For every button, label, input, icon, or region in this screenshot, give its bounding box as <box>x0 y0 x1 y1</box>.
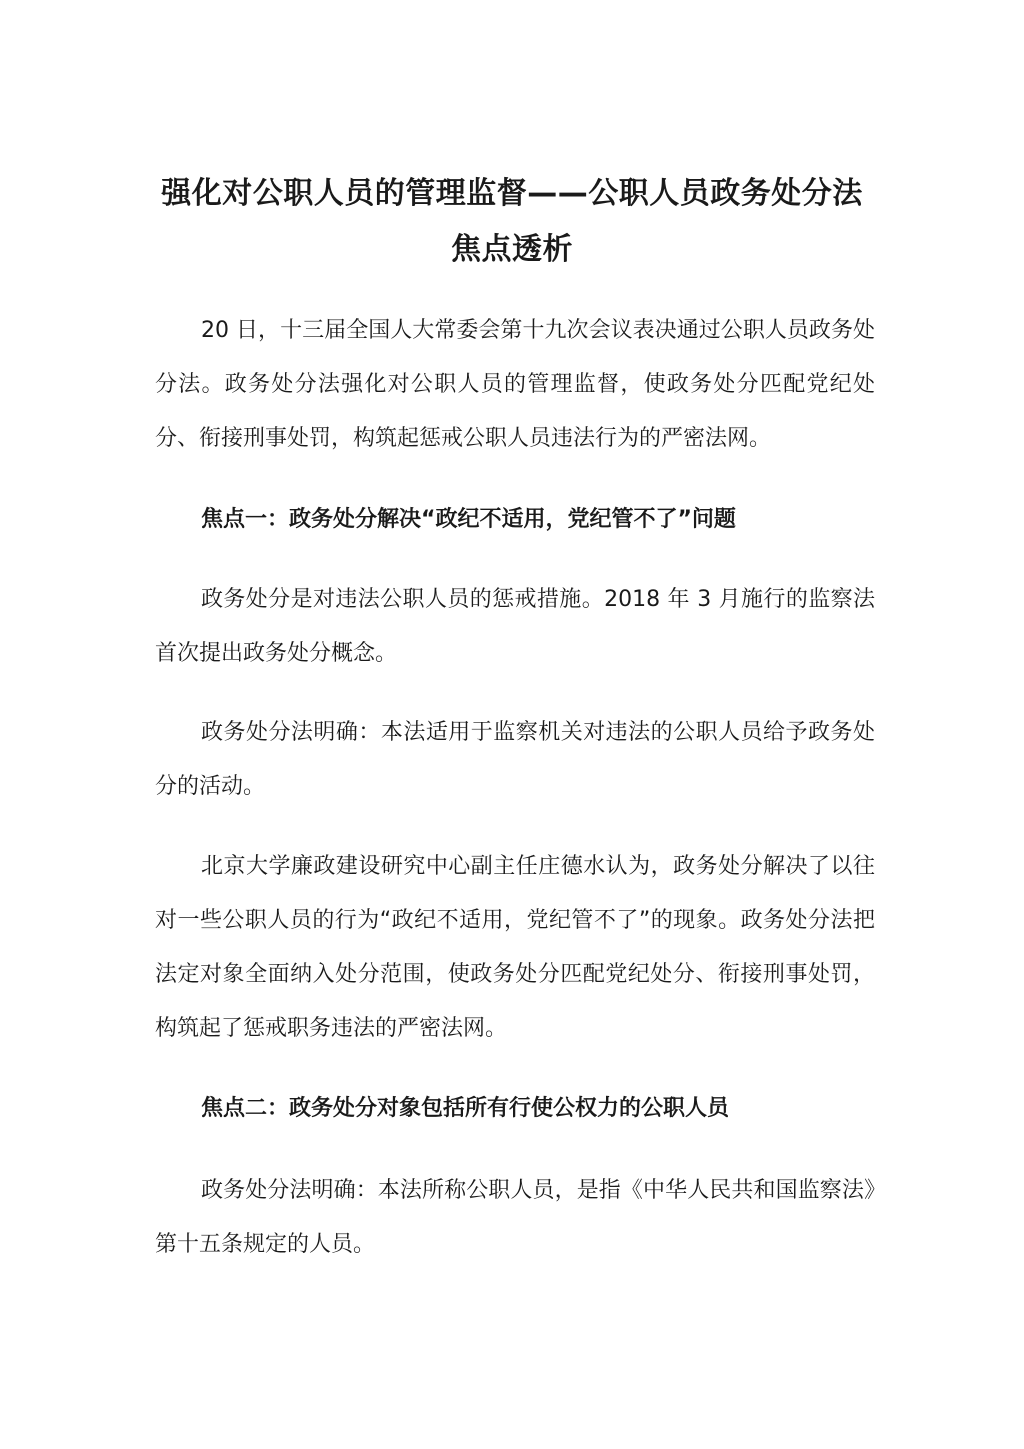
focus1-paragraph-2: 政务处分法明确：本法适用于监察机关对违法的公职人员给予政务处分的活动。 <box>155 720 875 799</box>
focus2-paragraph-1: 政务处分法明确：本法所称公职人员，是指《中华人民共和国监察法》第十五条规定的人员。 <box>155 1178 875 1257</box>
focus1-paragraph-1: 政务处分是对违法公职人员的惩戒措施。2018 年 3 月施行的监察法首次提出政务处分概念。 <box>155 587 875 666</box>
focus2-heading: 焦点二：政务处分对象包括所有行使公权力的公职人员 <box>201 1096 730 1121</box>
intro-paragraph: 20 日，十三届全国人大常委会第十九次会议表决通过公职人员政务处分法。政务处分法强化对公职人员的管理监督，使政务处分匹配党纪处分、衔接刑事处罚，构筑起惩戒公职人员违法行为的严密法网。 <box>155 318 875 451</box>
document-title: 强化对公职人员的管理监督——公职人员政务处分法焦点透析 <box>161 176 863 267</box>
focus1-paragraph-3: 北京大学廉政建设研究中心副主任庄德水认为，政务处分解决了以往对一些公职人员的行为“政纪不适用，党纪管不了”的现象。政务处分法把法定对象全面纳入处分范围，使政务处分匹配党纪处分、衔接刑事处罚，构筑起了惩戒职务违法的严密法网。 <box>155 854 875 1041</box>
focus1-heading: 焦点一：政务处分解决“政纪不适用，党纪管不了”问题 <box>201 507 736 532</box>
